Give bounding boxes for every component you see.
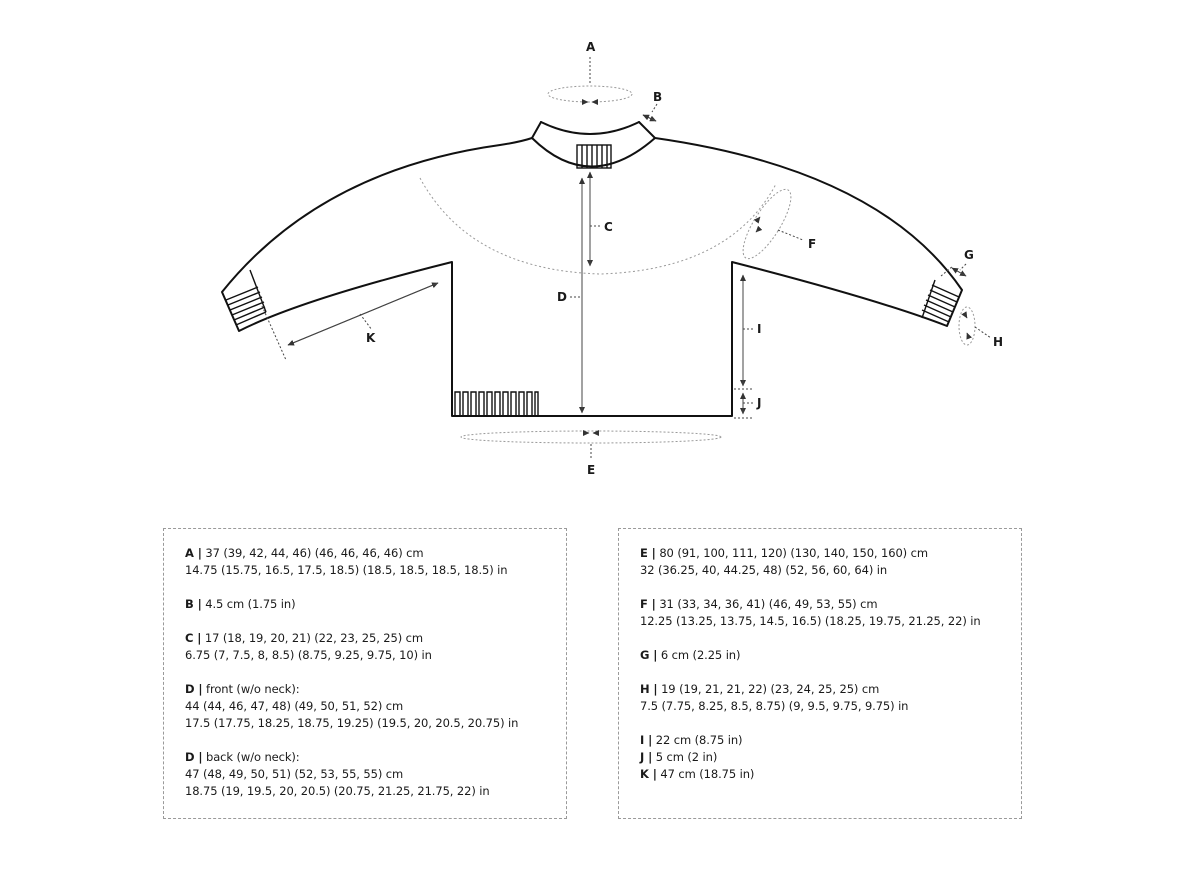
d-front-title: front (w/o neck): — [206, 682, 300, 696]
label-a: A — [586, 40, 596, 54]
key-a: A | — [185, 546, 202, 560]
label-c: C — [604, 220, 613, 234]
measurement-i — [640, 732, 1021, 749]
key-g: G | — [640, 648, 658, 662]
measurement-b — [185, 596, 566, 613]
d-front-in: 17.5 (17.75, 18.25, 18.75, 19.25) (19.5, 20, 20.5, 20.75) in — [185, 716, 519, 730]
label-f: F — [808, 237, 817, 251]
e-in: 32 (36.25, 40, 44.25, 48) (52, 56, 60, 64) in — [640, 563, 888, 577]
d-front-cm: 44 (44, 46, 47, 48) (49, 50, 51, 52) cm — [185, 699, 404, 713]
measurement-guides — [262, 57, 991, 458]
key-j: J | — [640, 750, 653, 764]
key-e: E | — [640, 546, 656, 560]
measurement-j — [640, 749, 1021, 766]
f-in: 12.25 (13.25, 13.75, 14.5, 16.5) (18.25, 19.75, 21.25, 22) in — [640, 614, 981, 628]
measurements-panel-right — [618, 528, 1022, 819]
e-cm: 80 (91, 100, 111, 120) (130, 140, 150, 160) cm — [659, 546, 928, 560]
k-text: 47 cm (18.75 in) — [660, 767, 755, 781]
measurement-k — [640, 766, 1021, 783]
c-cm: 17 (18, 19, 20, 21) (22, 23, 25, 25) cm — [204, 631, 424, 645]
d-back-cm: 47 (48, 49, 50, 51) (52, 53, 55, 55) cm — [185, 767, 404, 781]
measurement-d-front — [185, 681, 566, 732]
label-i: I — [757, 322, 762, 336]
key-d-front: D | — [185, 682, 203, 696]
d-back-in: 18.75 (19, 19.5, 20, 20.5) (20.75, 21.25, 21.75, 22) in — [185, 784, 490, 798]
g-text: 6 cm (2.25 in) — [660, 648, 741, 662]
key-h: H | — [640, 682, 658, 696]
label-d: D — [557, 290, 567, 304]
c-in: 6.75 (7, 7.5, 8, 8.5) (8.75, 9.25, 9.75, 10) in — [185, 648, 432, 662]
b-text: 4.5 cm (1.75 in) — [205, 597, 296, 611]
label-k: K — [366, 331, 376, 345]
measurement-d-back — [185, 749, 566, 800]
measurement-g — [640, 647, 1021, 664]
measurement-e — [640, 545, 1021, 579]
measurement-c — [185, 630, 566, 664]
hem-ribbing — [455, 392, 538, 416]
right-cuff-ribbing — [922, 280, 959, 322]
key-d-back: D | — [185, 750, 203, 764]
measurement-a — [185, 545, 566, 579]
key-c: C | — [185, 631, 202, 645]
label-g: G — [964, 248, 974, 262]
key-b: B | — [185, 597, 202, 611]
label-j: J — [757, 396, 762, 410]
a-cm: 37 (39, 42, 44, 46) (46, 46, 46, 46) cm — [205, 546, 424, 560]
d-back-title: back (w/o neck): — [206, 750, 300, 764]
key-k: K | — [640, 767, 657, 781]
h-cm: 19 (19, 21, 21, 22) (23, 24, 25, 25) cm — [661, 682, 880, 696]
f-cm: 31 (33, 34, 36, 41) (46, 49, 53, 55) cm — [659, 597, 878, 611]
label-h: H — [993, 335, 1004, 349]
label-e: E — [587, 463, 596, 477]
h-in: 7.5 (7.75, 8.25, 8.5, 8.75) (9, 9.5, 9.75, 9.75) in — [640, 699, 909, 713]
measurement-h — [640, 681, 1021, 715]
measurements-panel-left — [163, 528, 567, 819]
a-in: 14.75 (15.75, 16.5, 17.5, 18.5) (18.5, 18.5, 18.5, 18.5) in — [185, 563, 508, 577]
key-f: F | — [640, 597, 656, 611]
label-b: B — [653, 90, 663, 104]
j-text: 5 cm (2 in) — [655, 750, 718, 764]
key-i: I | — [640, 733, 653, 747]
measurement-f — [640, 596, 1021, 630]
i-text: 22 cm (8.75 in) — [655, 733, 743, 747]
